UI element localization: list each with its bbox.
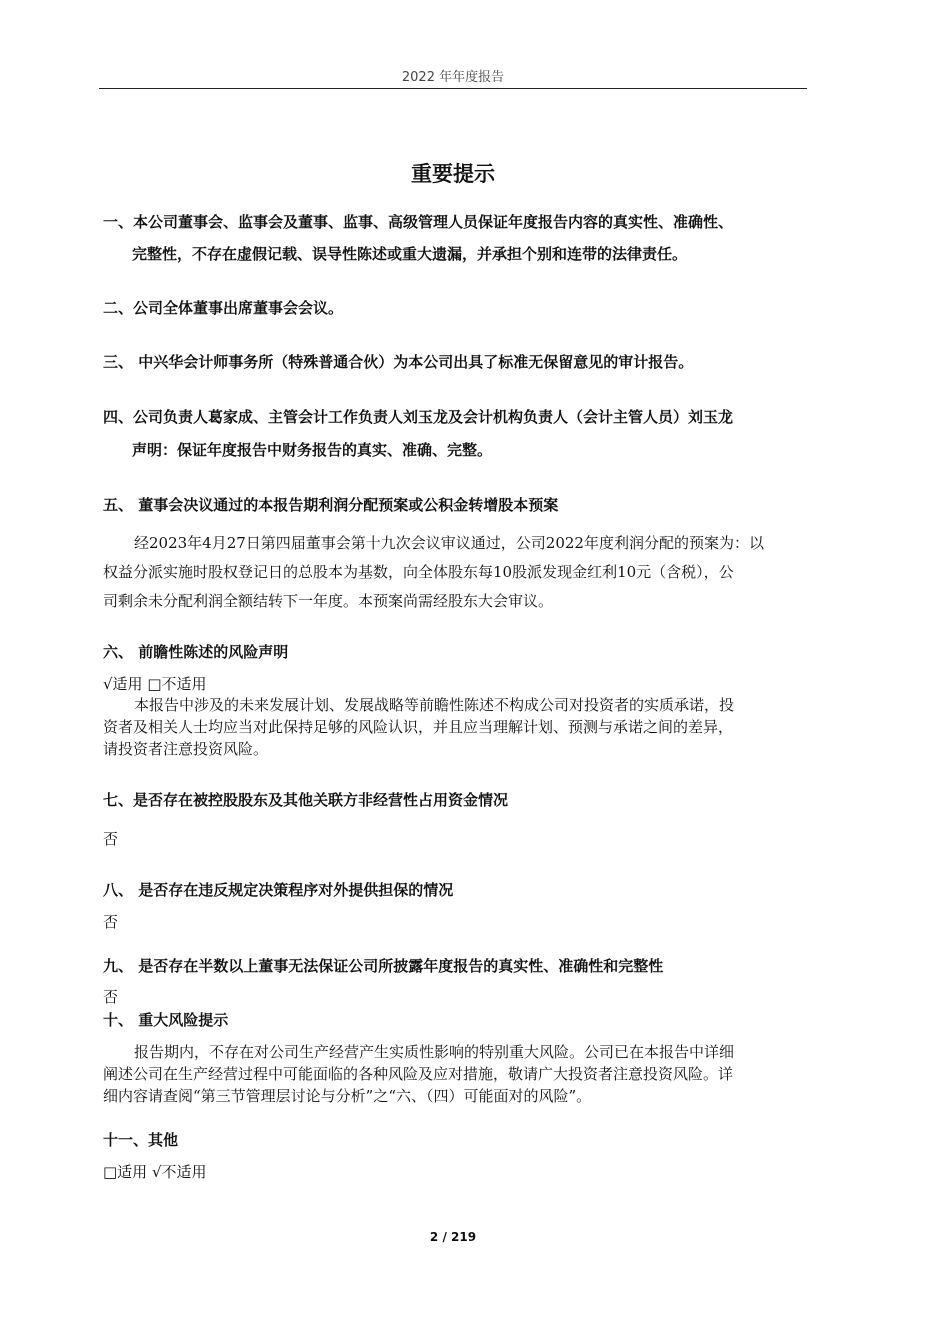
section-4-line-1: 四、公司负责人葛家成、主管会计工作负责人刘玉龙及会计机构负责人（会计主管人员）刘玉龙 — [103, 408, 734, 426]
section-11-heading: 十一、其他 — [103, 1131, 179, 1149]
section-2-heading: 二、公司全体董事出席董事会会议。 — [103, 299, 344, 317]
section-6-applicability: √适用 □不适用 — [103, 675, 207, 693]
section-10-body-line-3: 细内容请查阅“第三节管理层讨论与分析”之“六、（四）可能面对的风险”。 — [103, 1087, 592, 1105]
section-7-heading: 七、是否存在被控股股东及其他关联方非经营性占用资金情况 — [103, 791, 509, 809]
section-9-heading: 九、 是否存在半数以上董事无法保证公司所披露年度报告的真实性、准确性和完整性 — [103, 957, 664, 975]
section-10-body-line-2: 阐述公司在生产经营过程中可能面临的各种风险及应对措施，敬请广大投资者注意投资风险。详 — [103, 1065, 734, 1083]
header-rule — [99, 88, 807, 89]
section-11-applicability: □适用 √不适用 — [103, 1163, 207, 1181]
section-3-heading: 三、 中兴华会计师事务所（特殊普通合伙）为本公司出具了标准无保留意见的审计报告。 — [103, 353, 694, 371]
section-6-body-line-2: 资者及相关人士均应当对此保持足够的风险认识，并且应当理解计划、预测与承诺之间的差异， — [103, 718, 734, 736]
section-8-heading: 八、 是否存在违反规定决策程序对外提供担保的情况 — [103, 881, 454, 899]
section-5-heading: 五、 董事会决议通过的本报告期利润分配预案或公积金转增股本预案 — [103, 496, 559, 514]
section-5-body-line-3: 司剩余未分配利润全额结转下一年度。本预案尚需经股东大会审议。 — [103, 592, 554, 610]
running-header: 2022 年年度报告 — [401, 70, 505, 85]
section-6-body-line-3: 请投资者注意投资风险。 — [103, 740, 269, 758]
section-10-body-line-1: 报告期内，不存在对公司生产经营产生实质性影响的特别重大风险。公司已在本报告中详细 — [134, 1043, 735, 1061]
section-8-answer: 否 — [103, 913, 119, 931]
section-5-body-line-1: 经2023年4月27日第四届董事会第十九次会议审议通过，公司2022年度利润分配的预案为：以 — [134, 534, 764, 552]
section-6-body-line-1: 本报告中涉及的未来发展计划、发展战略等前瞻性陈述不构成公司对投资者的实质承诺，投 — [134, 696, 735, 714]
section-9-answer: 否 — [103, 988, 119, 1006]
section-10-heading: 十、 重大风险提示 — [103, 1011, 229, 1029]
section-1-line-2: 完整性，不存在虚假记载、误导性陈述或重大遗漏，并承担个别和连带的法律责任。 — [132, 245, 688, 263]
page-title: 重要提示 — [411, 162, 495, 186]
section-6-heading: 六、 前瞻性陈述的风险声明 — [103, 643, 289, 661]
section-4-line-2: 声明：保证年度报告中财务报告的真实、准确、完整。 — [132, 441, 493, 459]
section-5-body-line-2: 权益分派实施时股权登记日的总股本为基数，向全体股东每10股派发现金红利10元（含税），公 — [103, 563, 734, 581]
section-7-answer: 否 — [103, 830, 119, 848]
page-number: 2 / 219 — [429, 1230, 477, 1244]
section-1-line-1: 一、本公司董事会、监事会及董事、监事、高级管理人员保证年度报告内容的真实性、准确性、 — [103, 213, 734, 231]
